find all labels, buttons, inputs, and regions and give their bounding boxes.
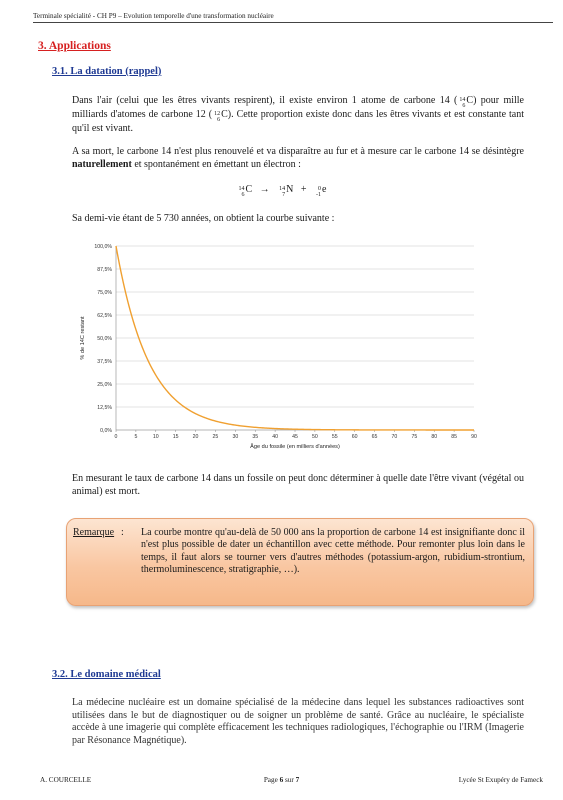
section-title-applications: 3. Applications <box>38 40 111 52</box>
plus-sign: + <box>300 184 307 195</box>
x-tick-label: 20 <box>192 434 199 440</box>
footer-page-number: Page 6 sur 7 <box>263 776 300 784</box>
x-tick-label: 60 <box>351 434 358 440</box>
arrow-icon: → <box>259 184 270 195</box>
bold-naturellement: naturellement <box>72 158 132 170</box>
text-span: ) <box>473 95 477 106</box>
x-tick-label: 65 <box>371 434 378 440</box>
text-span: et spontanément en émettant un électron : <box>131 158 301 170</box>
isotope-symbol: C <box>466 95 474 106</box>
x-tick-label: 30 <box>232 434 239 440</box>
isotope-n14: 14 7 <box>279 186 286 198</box>
x-tick-label: 90 <box>471 434 477 440</box>
x-tick-label: 45 <box>292 434 298 440</box>
y-tick-label: 100,0% <box>94 244 112 250</box>
x-tick-label: 25 <box>212 434 219 440</box>
y-tick-label: 12,5% <box>97 405 112 411</box>
page-header: Terminale spécialité - CH P9 – Evolution temporelle d'une transformation nucléaire <box>33 12 553 23</box>
x-tick-label: 75 <box>411 434 418 440</box>
x-tick-label: 0 <box>114 434 118 440</box>
isotope-symbol: N <box>286 184 294 195</box>
text-span: Dans l'air (celui que les êtres vivants respirent), il existe environ 1 atome de carbone 14 ( <box>72 95 458 106</box>
y-tick-label: 50,0% <box>97 336 112 342</box>
y-tick-label: 75,0% <box>97 290 112 296</box>
remark-box <box>66 518 534 606</box>
decay-equation <box>0 184 563 198</box>
isotope-symbol: e <box>322 184 327 195</box>
x-tick-label: 70 <box>391 434 398 440</box>
isotope-c14: 14 6 <box>238 186 245 198</box>
x-tick-label: 80 <box>431 434 438 440</box>
x-tick-label: 50 <box>311 434 318 440</box>
paragraph-carbon-intro <box>72 95 524 136</box>
footer-author: A. COURCELLE <box>40 776 92 784</box>
x-tick-label: 5 <box>134 434 138 440</box>
remark-colon: : <box>121 527 124 538</box>
text-span: A sa mort, le carbone 14 n'est plus renouvelé et va disparaître au fur et à mesure car le carbone 14 se désintègre <box>72 146 524 157</box>
subsection-title-medical: 3.2. Le domaine médical <box>52 669 161 680</box>
x-tick-label: 10 <box>152 434 159 440</box>
paragraph-half-life: Sa demi-vie étant de 5 730 années, on obtient la courbe suivante : <box>72 213 335 224</box>
x-tick-label: 15 <box>172 434 179 440</box>
y-tick-label: 25,0% <box>97 382 112 388</box>
carbon14-decay-chart <box>76 240 486 460</box>
isotope-c14: 14 6 <box>459 97 466 109</box>
text-span: pour mille milliards d'atomes de carbone 12 ( <box>72 95 524 120</box>
text-span: ). Cette proportion existe donc dans les êtres vivants et est constante tant qu'il est vivant. <box>72 109 525 134</box>
isotope-symbol: C <box>245 184 253 195</box>
paragraph-carbon-decay <box>72 146 524 171</box>
y-tick-label: 0,0% <box>100 428 112 434</box>
x-tick-label: 40 <box>272 434 279 440</box>
y-tick-label: 37,5% <box>97 359 112 365</box>
y-axis-label: % de 14C restant <box>80 316 86 360</box>
isotope-c12: 12 6 <box>214 111 221 123</box>
y-tick-label: 87,5% <box>97 267 112 273</box>
isotope-electron: 0 -1 <box>316 186 322 198</box>
x-tick-label: 85 <box>451 434 458 440</box>
isotope-symbol: C <box>221 109 228 120</box>
remark-label: Remarque <box>73 527 115 538</box>
subsection-title-datation: 3.1. La datation (rappel) <box>52 66 162 77</box>
footer-school: Lycée St Exupéry de Fameck <box>458 776 543 784</box>
x-tick-label: 55 <box>331 434 338 440</box>
remark-text: La courbe montre qu'au-delà de 50 000 ans la proportion de carbone 14 est insignifiante donc il n'est plus possible de dater un échantillon avec cette méthode. Pour remonter plus loin dans le temps, il faut alors se tourner vers d'autres méthodes (potassium-argon, rubidium-strontium, thermoluminescence, stratigraphie, …). <box>141 527 525 576</box>
paragraph-medical: La médecine nucléaire est un domaine spécialisé de la médecine dans lequel les substances radioactives sont utilisées dans le but de diagnostiquer ou de soigner un problème de santé. Grâce au nucléaire, le spécialiste accède à une imagerie qui complète efficacement les techniques radiologiques, l'échographie ou l'IRM (Imagerie par Résonance Magnétique). <box>72 697 524 746</box>
y-tick-label: 62,5% <box>97 313 112 319</box>
x-tick-label: 35 <box>252 434 259 440</box>
x-axis-label: Âge du fossile (en milliers d'années) <box>250 444 340 450</box>
paragraph-fossil-dating: En mesurant le taux de carbone 14 dans un fossile on peut donc déterminer à quelle date l'être vivant (végétal ou animal) est mort. <box>72 473 524 497</box>
